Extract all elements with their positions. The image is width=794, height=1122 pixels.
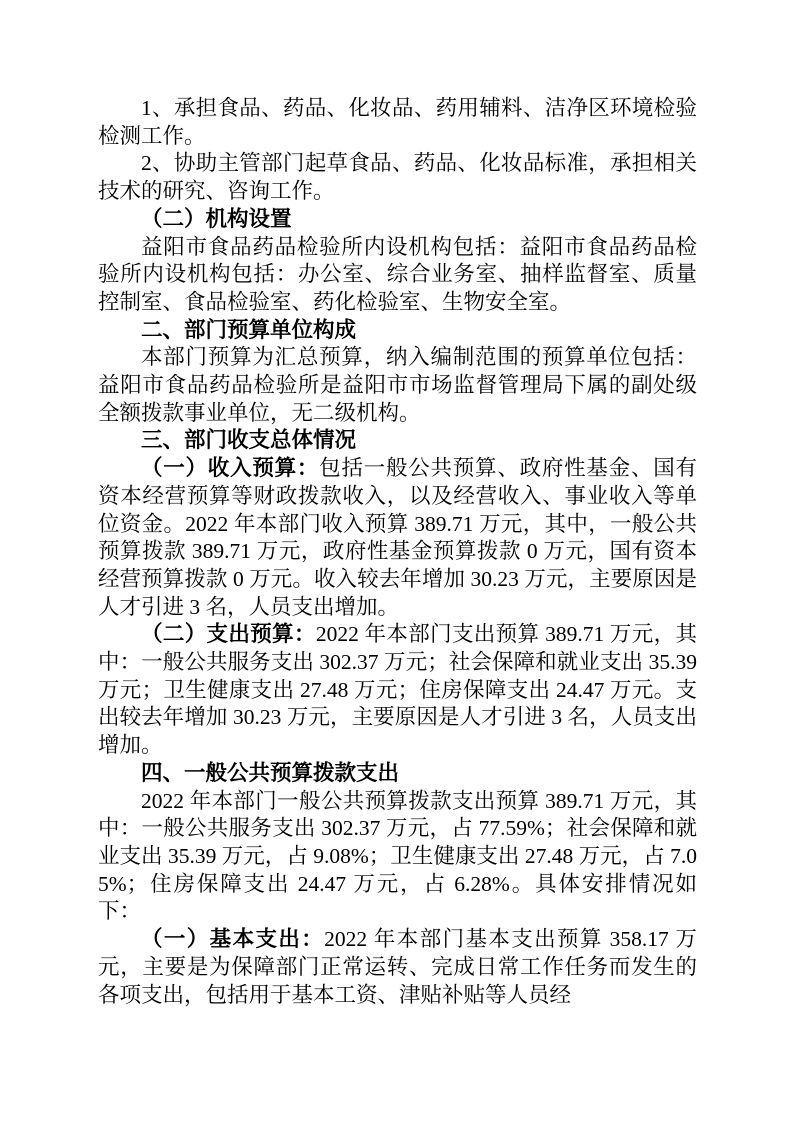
document-body — [98, 95, 697, 1009]
paragraph-budget-unit-detail — [98, 344, 697, 427]
heading-overall-revenue-expenditure — [98, 427, 697, 455]
heading-text: 三、部门收支总体情况 — [141, 428, 357, 453]
paragraph-general-public-budget-detail — [98, 788, 697, 927]
paragraph-text: 2022 年本部门基本支出预算 358.17 万元，主要是为保障部门正常运转、完成日常工作任务而发生的各项支出，包括用于基本工资、津贴补贴等人员经 — [98, 927, 697, 1007]
heading-text: 四、一般公共预算拨款支出 — [141, 760, 400, 785]
paragraph-expenditure-budget — [98, 621, 697, 760]
paragraph-lead-income-budget: （一）收入预算： — [141, 456, 320, 481]
paragraph-duty-2 — [98, 150, 697, 205]
paragraph-duty-1 — [98, 95, 697, 150]
paragraph-text: 益阳市食品药品检验所内设机构包括：益阳市食品药品检验所内设机构包括：办公室、综合业务室、抽样监督室、质量控制室、食品检验室、药化检验室、生物安全室。 — [98, 234, 697, 314]
paragraph-text: 包括一般公共预算、政府性基金、国有资本经营预算等财政拨款收入，以及经营收入、事业收入等单位资金。2022 年本部门收入预算 389.71 万元，其中，一般公共预算拨款 389.71 万元，政府性基金预算拨款 0 万元，国有资本经营预算拨款 0 万元。收入较去年增加 30.23 万元，主要原因是人才引进 3 名，人员支出增加。 — [98, 456, 697, 619]
heading-text: 二、部门预算单位构成 — [141, 317, 357, 342]
paragraph-income-budget — [98, 455, 697, 621]
paragraph-lead-expenditure-budget: （二）支出预算： — [141, 622, 316, 647]
paragraph-text: 1、承担食品、药品、化妆品、药用辅料、洁净区环境检验检测工作。 — [98, 96, 697, 148]
heading-org-setup — [98, 206, 697, 234]
paragraph-text: 2、协助主管部门起草食品、药品、化妆品标准，承担相关技术的研究、咨询工作。 — [98, 151, 697, 204]
paragraph-org-structure — [98, 234, 697, 317]
paragraph-text: 2022 年本部门一般公共预算拨款支出预算 389.71 万元，其中：一般公共服务支出 302.37 万元，占 77.59%；社会保障和就业支出 35.39 万元，占 9.08%；卫生健康支出 27.48 万元，占 7.05%；住房保障支出 24.47 万元，占 6.28%。具体安排情况如下： — [98, 788, 697, 924]
paragraph-basic-expenditure — [98, 926, 697, 1009]
paragraph-lead-basic-expenditure: （一）基本支出： — [141, 927, 325, 952]
paragraph-text: 本部门预算为汇总预算，纳入编制范围的预算单位包括：益阳市食品药品检验所是益阳市市场监督管理局下属的副处级全额拨款事业单位，无二级机构。 — [98, 345, 697, 425]
heading-text: （二）机构设置 — [141, 206, 292, 231]
heading-budget-unit-composition — [98, 317, 697, 345]
paragraph-text: 2022 年本部门支出预算 389.71 万元，其中：一般公共服务支出 302.37 万元；社会保障和就业支出 35.39 万元；卫生健康支出 27.48 万元；住房保障支出 24.47 万元。支出较去年增加 30.23 万元，主要原因是人才引进 3 名，人员支出增加。 — [98, 622, 697, 758]
heading-general-public-budget-expenditure — [98, 760, 697, 788]
